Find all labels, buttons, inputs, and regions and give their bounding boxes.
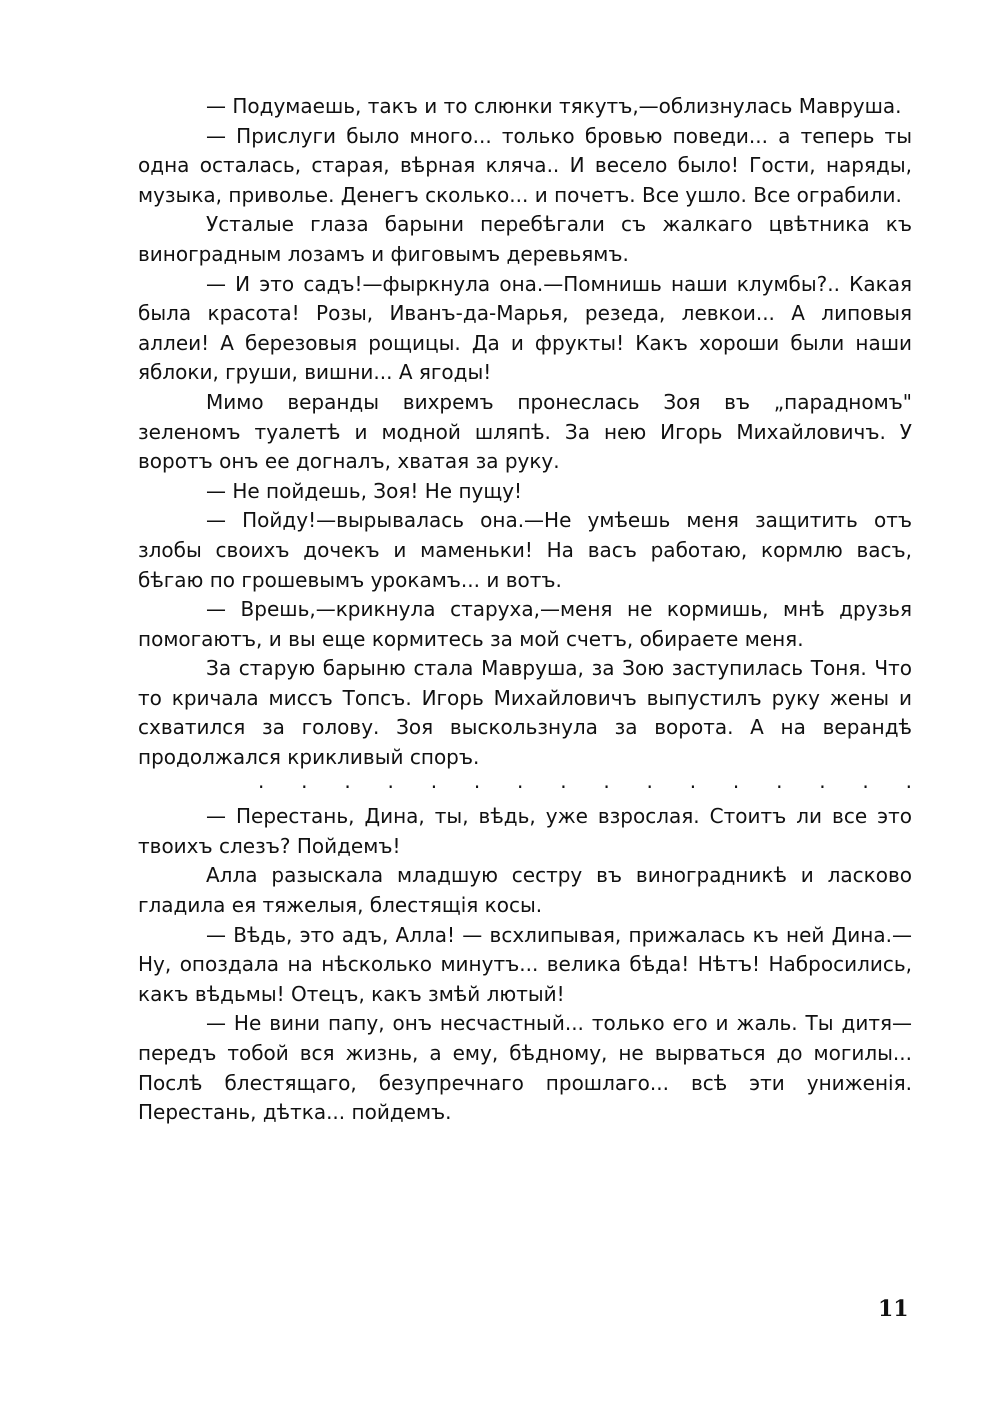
paragraph: — Вѣдь, это адъ, Алла! — всхлипывая, прижалась къ ней Дина.—Ну, опоздала на нѣсколько минутъ... велика бѣда! Нѣтъ! Набросились, какъ вѣдьмы! Отецъ, какъ змѣй лютый! [138,922,912,1006]
section-separator-dots [138,773,912,803]
paragraph: Алла разыскала младшую сестру въ виноградникѣ и ласково гладила ея тяжелыя, блестящія косы. [138,863,912,918]
separator-dot: · [776,774,783,799]
separator-dot: · [646,774,653,799]
separator-dot: · [603,774,610,799]
paragraph: — Пойду!—вырывалась она.—Не умѣешь меня защитить отъ злобы своихъ дочекъ и маменьки! На васъ работаю, кормлю васъ, бѣгаю по грошевымъ урокамъ... и вотъ. [138,508,912,592]
paragraph: — Перестань, Дина, ты, вѣдь, уже взрослая. Стоитъ ли все это твоихъ слезъ? Пойдемъ! [138,804,912,858]
paragraph: — И это садъ!—фыркнула она.—Помнишь наши клумбы?.. Какая была красота! Розы, Иванъ-да-Марья, резеда, левкои... А липовыя аллеи! А березовыя рощицы. Да и фрукты! Какъ хороши были наши яблоки, груши, вишни... А ягоды! [138,271,912,385]
separator-dot: · [689,774,697,799]
paragraph: — Не пойдешь, Зоя! Не пущу! [206,478,523,503]
paragraph: — Врешь,—крикнула старуха,—меня не кормишь, мнѣ друзья помогаютъ, и вы еще кормитесь за мой счетъ, обираете меня. [138,597,912,651]
paragraph: За старую барыню стала Мавруша, за Зою заступилась Тоня. Что то кричала миссъ Топсъ. Игорь Михайловичъ выпустилъ руку жены и схватился за голову. Зоя выскользнула за ворота. А на верандѣ продолжался крикливый споръ. [138,656,912,770]
separator-dot: · [473,774,481,799]
separator-dot: · [344,774,351,799]
paragraph: — Прислуги было много... только бровью поведи... а теперь ты одна осталась, старая, вѣрная кляча.. И весело было! Гости, наряды, музыка, приволье. Денегъ сколько... и почетъ. Все ушло. Все ограбили. [138,123,912,207]
separator-dot: · [430,774,438,799]
paragraph: — Подумаешь, такъ и то слюнки тякутъ,—облизнулась Мавруша. [206,94,902,118]
separator-dot: · [732,774,740,799]
separator-dot: · [517,774,524,799]
separator-dot: · [387,774,394,799]
paragraph: Усталые глаза барыни перебѣгали съ жалкаго цвѣтника къ виноградным лозамъ и фиговымъ деревьямъ. [138,212,912,266]
separator-dot: · [301,774,308,799]
separator-dot: · [819,774,826,799]
paragraph: Мимо веранды вихремъ пронеслась Зоя въ „парадномъ" зеленомъ туалетѣ и модной шляпѣ. За нею Игорь Михайловичъ. У воротъ онъ ее догналъ, хватая за руку. [138,389,912,474]
separator-dot: · [560,774,567,799]
separator-dot: · [862,774,869,799]
page-body-text [138,92,912,1128]
separator-dot: · [905,774,912,799]
separator-dot: · [258,774,265,799]
page-number: 11 [878,1296,909,1322]
paragraph: — Не вини папу, онъ несчастный... только его и жаль. Ты дитя—передъ тобой вся жизнь, а ему, бѣдному, не вырваться до могилы... Послѣ блестящаго, безупречнаго прошлаго... всѣ эти униженія. Перестань, дѣтка... пойдемъ. [138,1011,912,1125]
